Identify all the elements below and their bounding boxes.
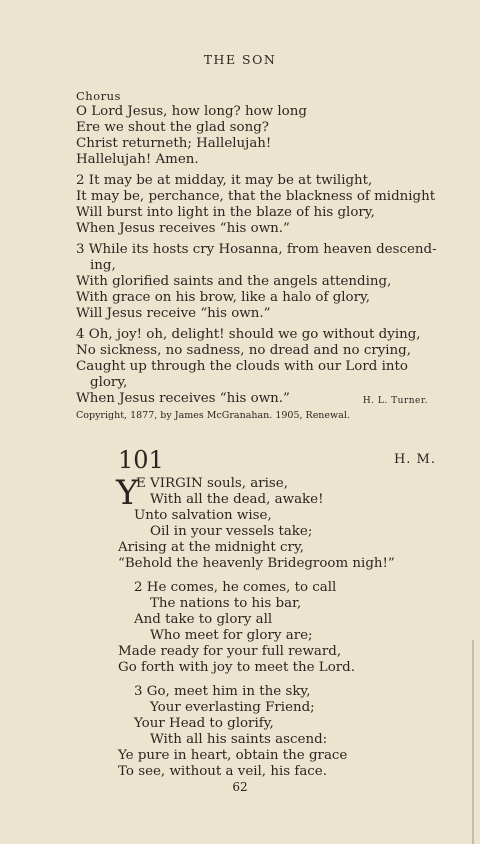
author-attribution: H. L. Turner. [362,396,428,406]
hymn-line: Ye pure in heart, obtain the grace [118,748,348,763]
hymn-line: Arising at the midnight cry, [118,540,305,555]
hymn-line: 3 Go, meet him in the sky, [134,684,311,699]
drop-cap: Y [116,473,139,513]
verse-line: ing, [90,258,116,273]
verse-line: Caught up through the clouds with our Lord into [76,359,408,374]
chorus-label: Chorus [76,89,121,103]
hymn-line: The nations to his bar, [150,596,302,611]
hymn-line: Your everlasting Friend; [150,700,315,715]
verse-line: 2 It may be at midday, it may be at twilight, [76,173,373,188]
verse-line: Christ returneth; Hallelujah! [76,136,272,151]
hymn-line: Unto salvation wise, [134,508,272,523]
hymn-line: With all his saints ascend: [150,732,328,747]
hymn-line: With all the dead, awake! [150,492,324,507]
running-header: THE SON [203,52,277,67]
page-number: 62 [232,780,248,794]
hymn-101-text [116,473,395,780]
verse-line: 3 While its hosts cry Hosanna, from heaven descend- [76,242,437,257]
hymn-line: E VIRGIN souls, arise, [136,476,288,491]
verse-line: Ere we shout the glad song? [76,120,269,135]
hymn-line: Who meet for glory are; [150,628,313,643]
verse-line: O Lord Jesus, how long? how long [76,104,307,119]
verse-line: It may be, perchance, that the blackness of midnight [76,189,436,204]
hymn-line: Oil in your vessels take; [150,524,313,539]
verse-line: When Jesus receives “his own.” [76,221,290,236]
verse-line: With glorified saints and the angels attending, [76,274,392,289]
hymn-line: 2 He comes, he comes, to call [134,580,337,595]
chorus-and-verses [76,88,437,407]
verse-line: glory, [90,375,128,390]
page-edge-shadow [472,640,474,844]
verse-line: With grace on his brow, like a halo of glory, [76,290,371,305]
hymn-line: Your Head to glorify, [134,716,274,731]
hymn-meter: H. M. [393,452,436,467]
verse-line: Will Jesus receive “his own.” [76,306,271,321]
hymn-line: To see, without a veil, his face. [118,764,327,779]
verse-line: When Jesus receives “his own.” [76,391,290,406]
hymn-line: Go forth with joy to meet the Lord. [118,660,355,675]
verse-line: Hallelujah! Amen. [76,152,199,167]
hymn-number: 101 [118,446,164,474]
hymn-line: “Behold the heavenly Bridegroom nigh!” [118,556,395,571]
verse-line: Will burst into light in the blaze of his glory, [76,205,375,220]
verse-line: 4 Oh, joy! oh, delight! should we go without dying, [76,327,421,342]
hymn-line: Made ready for your full reward, [118,644,342,659]
copyright-notice: Copyright, 1877, by James McGranahan. 1905, Renewal. [76,410,350,421]
hymn-line: And take to glory all [134,612,273,627]
verse-line: No sickness, no sadness, no dread and no crying, [76,343,412,358]
